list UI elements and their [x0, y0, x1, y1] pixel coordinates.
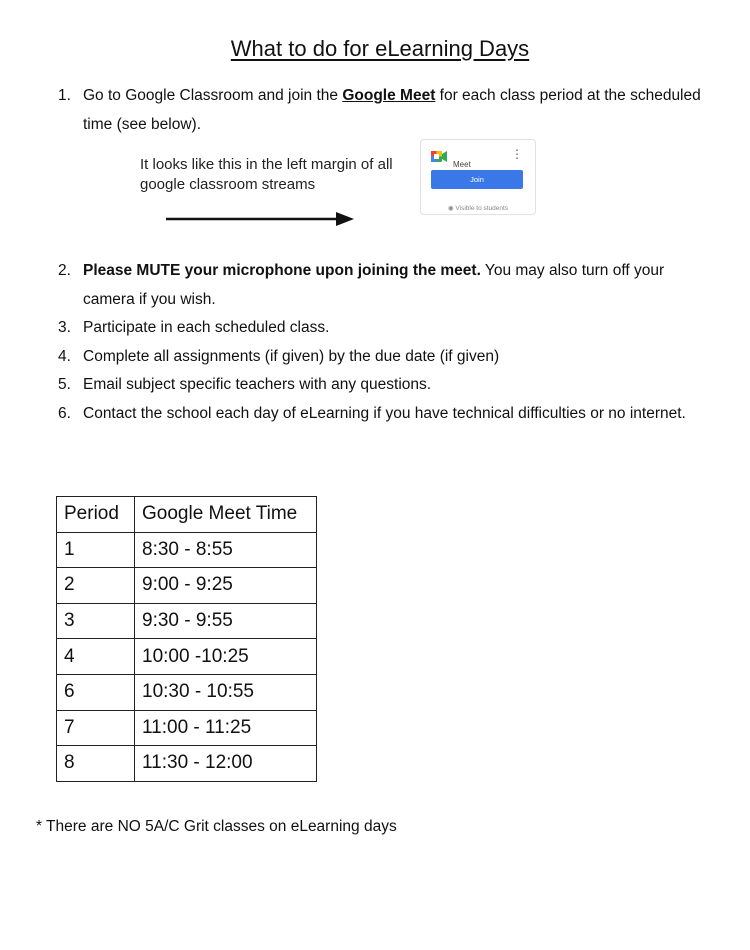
eye-icon: ◉	[447, 205, 454, 212]
period-cell: 4	[57, 639, 135, 675]
step-4	[58, 343, 708, 372]
step-text: You may also turn off your camera if you wish.	[83, 262, 665, 308]
step-text: Go to Google Classroom and join the	[83, 87, 343, 104]
time-cell: 10:00 -10:25	[135, 639, 317, 675]
step-3	[58, 314, 708, 343]
step-number: 5.	[58, 376, 71, 393]
step-number: 1.	[58, 87, 71, 104]
table-row	[57, 746, 317, 782]
step-text: Contact the school each day of eLearning if you have technical difficulties or no internet.	[83, 404, 686, 422]
step-bold-text: Please MUTE your microphone upon joining the meet.	[83, 262, 481, 279]
google-meet-link[interactable]: Google Meet	[342, 87, 436, 104]
step-number: 4.	[58, 347, 71, 365]
period-cell: 7	[57, 710, 135, 746]
step-text: Email subject specific teachers with any questions.	[83, 376, 432, 393]
step-number: 2.	[58, 262, 71, 279]
step-1	[58, 82, 708, 139]
time-cell: 8:30 - 8:55	[135, 532, 317, 568]
step-text: Complete all assignments (if given) by the due date (if given)	[83, 347, 500, 365]
page-title: What to do for eLearning Days	[230, 36, 530, 61]
period-cell: 1	[57, 532, 135, 568]
time-cell: 11:00 - 11:25	[135, 710, 317, 746]
header-meet-time: Google Meet Time	[135, 497, 317, 533]
period-cell: 3	[57, 603, 135, 639]
time-cell: 11:30 - 12:00	[135, 746, 317, 782]
step-text: for each class period at the scheduled time (see below).	[83, 87, 701, 133]
step-number: 6.	[58, 404, 71, 422]
more-vert-icon[interactable]: ⋮	[511, 147, 523, 161]
step-6	[58, 400, 708, 429]
instruction-list	[58, 82, 708, 428]
time-cell: 10:30 - 10:55	[135, 674, 317, 710]
step-2	[58, 257, 708, 314]
join-button[interactable]: Join	[431, 170, 523, 189]
time-cell: 9:00 - 9:25	[135, 568, 317, 604]
table-row	[57, 674, 317, 710]
step-text: Participate in each scheduled class.	[83, 319, 330, 336]
period-cell: 2	[57, 568, 135, 604]
table-row	[57, 639, 317, 675]
period-cell: 8	[57, 746, 135, 782]
meet-illustration	[58, 139, 708, 257]
illustration-note: It looks like this in the left margin of all google classroom streams	[140, 156, 393, 193]
table-row	[57, 710, 317, 746]
table-row	[57, 603, 317, 639]
meet-logo-icon	[431, 151, 447, 162]
time-cell: 9:30 - 9:55	[135, 603, 317, 639]
period-cell: 6	[57, 674, 135, 710]
meet-card	[420, 139, 536, 215]
footnote: * There are NO 5A/C Grit classes on eLearning days	[36, 818, 397, 835]
table-row	[57, 532, 317, 568]
schedule-table	[56, 496, 317, 782]
step-number: 3.	[58, 319, 71, 336]
header-period: Period	[57, 497, 135, 533]
table-header-row	[57, 497, 317, 533]
meet-label: Meet	[453, 160, 471, 169]
table-row	[57, 568, 317, 604]
step-5	[58, 371, 708, 400]
visibility-label: Visible to students	[455, 205, 509, 212]
visibility-note	[421, 195, 535, 224]
right-arrow-icon	[166, 212, 356, 226]
